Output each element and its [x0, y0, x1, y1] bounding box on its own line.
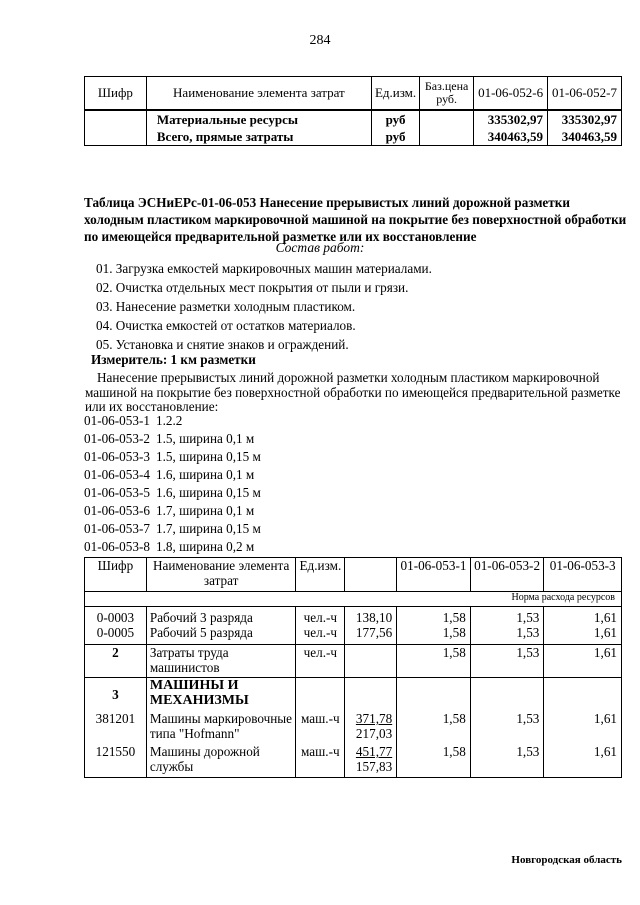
row-price — [345, 711, 397, 744]
table-row — [85, 128, 622, 146]
code: 01-06-053-5 — [84, 485, 150, 500]
code-desc: 1.2.2 — [156, 413, 183, 428]
price-line2: 217,03 — [355, 726, 393, 741]
row-value-1: 1,58 — [397, 607, 471, 626]
table-header-row — [85, 77, 622, 111]
row-name-line2: типа "Hofmann" — [149, 726, 240, 741]
main-cost-table — [84, 557, 622, 778]
row-value-3: 1,61 — [544, 644, 622, 677]
code-desc: 1.6, ширина 0,1 м — [156, 467, 255, 482]
codes-list — [84, 412, 261, 556]
code: 01-06-053-3 — [84, 449, 150, 464]
page-number: 284 — [309, 33, 331, 48]
title-line-2: холодным пластиком маркировочной машиной на покрытие без поверхностной обработки — [84, 212, 627, 227]
row-value-2: 1,53 — [470, 607, 544, 626]
row-value-1: 1,58 — [397, 625, 471, 644]
description — [85, 370, 627, 415]
title-line-1: Таблица ЭСНиЕРс-01-06-053 Нанесение прерывистых линий дорожной разметки — [84, 195, 570, 210]
code: 01-06-053-7 — [84, 521, 150, 536]
row-cipher: 121550 — [85, 744, 147, 777]
header-price — [345, 558, 397, 592]
table-row — [85, 711, 622, 744]
header-col2: 01-06-052-7 — [548, 77, 622, 111]
table-row — [85, 677, 622, 711]
section-heading-line2: МЕХАНИЗМЫ — [149, 692, 249, 708]
table-row — [85, 625, 622, 644]
row-price — [345, 644, 397, 677]
row-name-line1: Машины дорожной — [149, 744, 260, 759]
header-col2: 01-06-053-2 — [470, 558, 544, 592]
header-name — [146, 558, 296, 592]
header-col1: 01-06-053-1 — [397, 558, 471, 592]
row-unit: руб — [371, 128, 419, 146]
list-item — [84, 412, 261, 430]
row-cipher: 3 — [85, 677, 147, 711]
title-line-3: по имеющейся предварительной разметке или их восстановление — [84, 229, 477, 244]
row-name — [146, 644, 296, 677]
description-line-1: Нанесение прерывистых линий дорожной разметки холодным пластиком маркировочной — [97, 370, 600, 385]
top-cost-table — [84, 76, 622, 146]
row-cipher: 381201 — [85, 711, 147, 744]
list-item — [84, 448, 261, 466]
header-cipher: Шифр — [85, 558, 147, 592]
code: 01-06-053-4 — [84, 467, 150, 482]
list-item — [84, 466, 261, 484]
row-value-3: 1,61 — [544, 607, 622, 626]
table-title — [84, 194, 627, 245]
code-desc: 1.5, ширина 0,1 м — [156, 431, 255, 446]
list-item: 01. Загрузка емкостей маркировочных машин материалами. — [96, 261, 432, 276]
header-cipher: Шифр — [85, 77, 147, 111]
base-price-line1: Баз.цена — [424, 79, 469, 93]
row-value-2: 335302,97 — [548, 110, 622, 128]
row-name — [146, 744, 296, 777]
list-item — [84, 502, 261, 520]
row-name: Рабочий 5 разряда — [146, 625, 296, 644]
row-cipher: 0-0005 — [85, 625, 147, 644]
row-name-line1: Затраты труда — [149, 644, 229, 660]
row-unit: чел.-ч — [296, 625, 345, 644]
row-name-line2: машинистов — [149, 659, 220, 675]
code-desc: 1.7, ширина 0,15 м — [156, 521, 261, 536]
header-col3: 01-06-053-3 — [544, 558, 622, 592]
description-line-3: или их восстановление: — [85, 399, 219, 414]
section-heading — [146, 677, 296, 711]
list-item: 03. Нанесение разметки холодным пластиком. — [96, 299, 356, 314]
code: 01-06-053-8 — [84, 539, 150, 554]
footer-region: Новгородская область — [511, 854, 622, 866]
row-cipher: 2 — [85, 644, 147, 677]
list-item — [84, 484, 261, 502]
code: 01-06-053-6 — [84, 503, 150, 518]
row-value-1: 1,58 — [397, 644, 471, 677]
description-line-2: машиной на покрытие без поверхностной обработки по имеющейся предварительной разметке — [85, 384, 621, 400]
header-base-price — [420, 77, 474, 111]
header-name-line2: затрат — [203, 573, 239, 588]
row-value-2: 1,53 — [470, 711, 544, 744]
row-unit: руб — [371, 110, 419, 128]
row-value-2: 1,53 — [470, 625, 544, 644]
list-item — [84, 430, 261, 448]
measure-unit: Измеритель: 1 км разметки — [91, 352, 256, 367]
row-value-3: 1,61 — [544, 711, 622, 744]
list-item — [84, 538, 261, 556]
table-row — [85, 744, 622, 777]
row-unit: маш.-ч — [296, 744, 345, 777]
row-unit: чел.-ч — [296, 607, 345, 626]
code-desc: 1.7, ширина 0,1 м — [156, 503, 255, 518]
row-price: 138,10 — [345, 607, 397, 626]
row-value-3: 1,61 — [544, 744, 622, 777]
code-desc: 1.5, ширина 0,15 м — [156, 449, 261, 464]
row-value-1: 335302,97 — [474, 110, 548, 128]
price-line1: 371,78 — [355, 711, 393, 726]
price-line1: 451,77 — [355, 744, 393, 759]
header-name: Наименование элемента затрат — [146, 77, 371, 111]
code-desc: 1.6, ширина 0,15 м — [156, 485, 261, 500]
row-name: Материальные ресурсы — [146, 110, 371, 128]
code-desc: 1.8, ширина 0,2 м — [156, 539, 255, 554]
row-value-1: 1,58 — [397, 744, 471, 777]
row-name-line1: Машины маркировочные — [149, 711, 293, 726]
row-value-3: 1,61 — [544, 625, 622, 644]
row-cipher: 0-0003 — [85, 607, 147, 626]
row-name: Рабочий 3 разряда — [146, 607, 296, 626]
row-unit: маш.-ч — [296, 711, 345, 744]
norm-row — [85, 592, 622, 607]
header-name-line1: Наименование элемента — [152, 558, 290, 573]
works-list — [96, 259, 432, 354]
row-unit: чел.-ч — [296, 644, 345, 677]
row-price — [345, 744, 397, 777]
row-value-1: 1,58 — [397, 711, 471, 744]
table-row — [85, 607, 622, 626]
header-unit: Ед.изм. — [296, 558, 345, 592]
header-unit: Ед.изм. — [371, 77, 419, 111]
section-heading-line1: МАШИНЫ И — [149, 677, 239, 693]
row-name — [146, 711, 296, 744]
row-name: Всего, прямые затраты — [146, 128, 371, 146]
row-value-2: 1,53 — [470, 644, 544, 677]
table-header-row — [85, 558, 622, 592]
table-row — [85, 110, 622, 128]
code: 01-06-053-2 — [84, 431, 150, 446]
code: 01-06-053-1 — [84, 413, 150, 428]
list-item: 04. Очистка емкостей от остатков материалов. — [96, 318, 356, 333]
row-name-line2: службы — [149, 759, 194, 774]
list-item: 05. Установка и снятие знаков и ограждений. — [96, 337, 349, 352]
works-caption: Состав работ: — [275, 240, 365, 255]
base-price-line2: руб. — [436, 92, 458, 106]
row-value-2: 340463,59 — [548, 128, 622, 146]
norm-label: Норма расхода ресурсов — [85, 592, 622, 607]
list-item — [84, 520, 261, 538]
list-item: 02. Очистка отдельных мест покрытия от пыли и грязи. — [96, 280, 409, 295]
row-value-1: 340463,59 — [474, 128, 548, 146]
header-col1: 01-06-052-6 — [474, 77, 548, 111]
row-value-2: 1,53 — [470, 744, 544, 777]
price-line2: 157,83 — [355, 759, 393, 774]
row-price: 177,56 — [345, 625, 397, 644]
table-row — [85, 644, 622, 677]
